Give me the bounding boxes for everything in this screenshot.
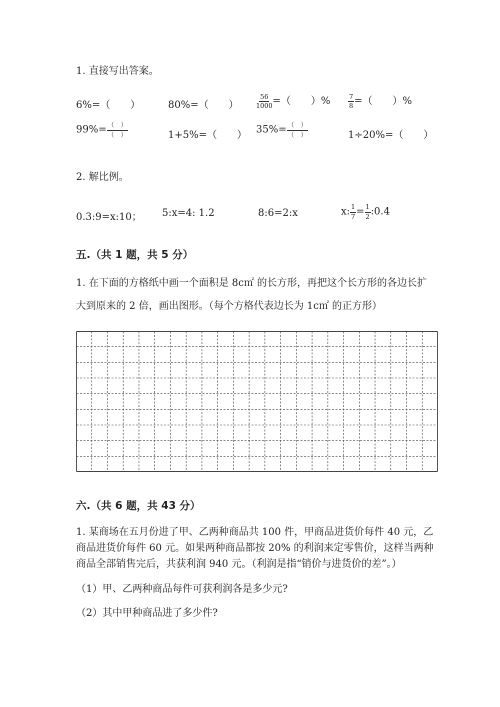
q2-a: 0.3:9=x:10； [76,212,142,223]
fraction-numerator: 1 [365,203,370,211]
section5-line2: 大到原来的 2 倍，画出图形。（每个方格代表边长为 1c㎡ 的正方形） [76,301,383,312]
q1-r2-d: 1÷20%=（ ） [348,130,434,141]
q1-title: 1. 直接写出答案。 [76,66,159,77]
q1-r1-c [256,92,330,110]
q2-c: 8:6=2:x [258,208,298,219]
fraction-numerator: 56 [260,92,269,101]
fraction-denominator: 7 [351,212,356,221]
q2-d-mid: = [356,206,365,218]
section6-sub2: （2）其中甲种商品进了多少件? [76,608,218,619]
section5-line1: 1. 在下面的方格纸中画一个面积是 8c㎡ 的长方形，再把这个长方形的各边长扩 [76,278,428,289]
fraction-denominator: （ ） [287,130,308,139]
fraction-denominator: （ ） [107,130,128,139]
fraction-denominator: 8 [349,102,354,110]
q1-r1-b: 80%=（ ） [168,100,239,111]
fraction-blank [107,122,129,138]
q1-r2-a [76,122,128,138]
q1-r1-a: 6%=（ ） [76,100,141,111]
fraction-numerator: （ ） [287,121,308,129]
q1-r1-d-rest: =（ ）% [354,96,413,107]
q2-b: 5:x=4: 1.2 [162,208,215,219]
section6-heading: 六.（共 6 题，共 43 分） [76,500,201,512]
q1-r2-b: 1+5%=（ ） [168,130,247,141]
section6-line3: 商品全部销售完后，共获利润 940 元。（利润是指“销价与进货价的差”。） [76,559,402,570]
fraction-denominator: 2 [365,212,370,221]
q1-r2-c-left: 35%= [256,124,287,136]
q1-r2-c [256,122,308,138]
q1-r1-c-rest: =（ ）% [272,96,331,107]
q2-d-right: :0.4 [370,206,390,218]
section6-line2: 商品进货价每件 60 元。如果两种商品都按 20% 的利润来定零售价，这样当两种 [76,543,434,554]
fraction-numerator: 1 [351,203,356,211]
section6-sub1: （1）甲、乙两种商品每件可获利润各是多少元? [76,584,288,595]
section5-heading: 五.（共 1 题，共 5 分） [76,249,194,261]
fraction-denominator: 1000 [256,102,273,110]
section6-line1: 1. 某商场在五月份进了甲、乙两种商品共 100 件，甲商品进货价每件 40 元，乙 [76,527,434,538]
q2-title: 2. 解比例。 [76,172,129,183]
fraction-numerator: （ ） [107,121,128,129]
q2-d [341,204,390,220]
fraction-blank [287,122,309,138]
q1-r1-d [348,92,412,110]
q2-d-left: x: [341,206,351,218]
fraction-numerator: 7 [349,92,354,101]
fraction [256,94,273,110]
q1-r2-a-left: 99%= [76,124,107,136]
grid-paper [76,331,438,472]
